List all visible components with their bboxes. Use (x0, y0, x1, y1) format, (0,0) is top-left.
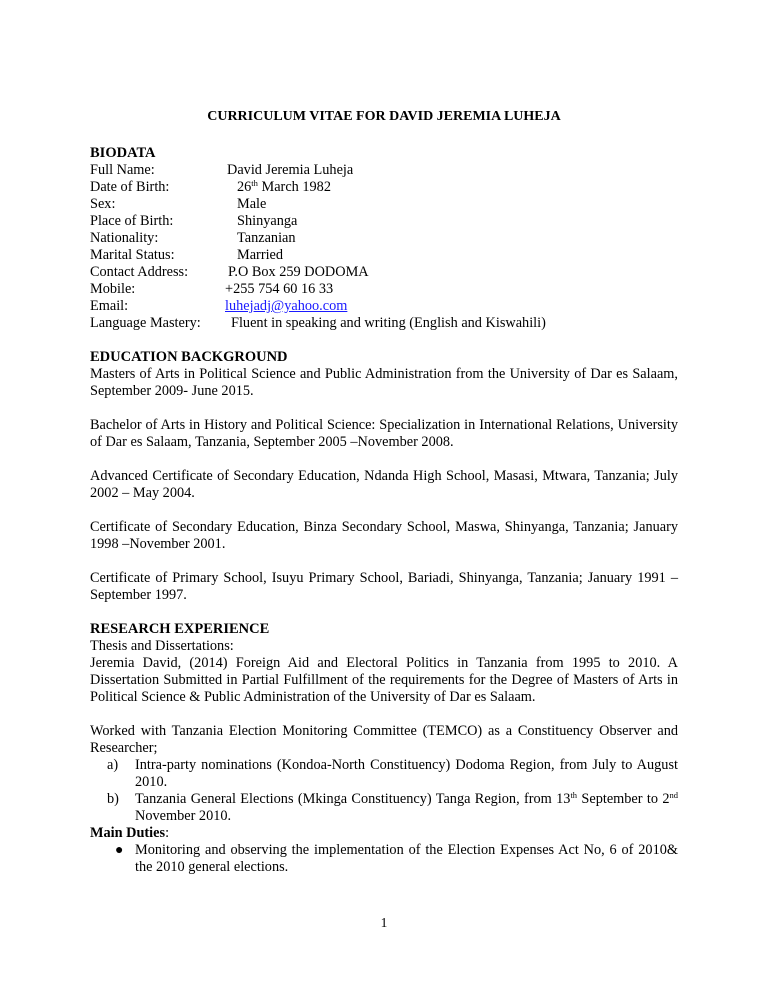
pob-row (90, 213, 678, 230)
education-item: Advanced Certificate of Secondary Education, Ndanda High School, Masasi, Mtwara, Tanzania; July 2002 – May 2004. (90, 468, 678, 501)
pob-value: Shinyanga (237, 213, 298, 229)
address-label: Contact Address: (90, 264, 189, 280)
full-name-label: Full Name: (90, 162, 155, 178)
list-item: a) Intra-party nominations (Kondoa-North Constituency) Dodoma Region, from July to August 2010. (107, 757, 678, 790)
address-value: P.O Box 259 DODOMA (228, 264, 369, 280)
marital-row (90, 247, 678, 264)
language-value: Fluent in speaking and writing (English and Kiswahili) (231, 315, 546, 331)
education-item: Masters of Arts in Political Science and Public Administration from the University of Dar es Salaam, September 2009- June 2015. (90, 366, 678, 399)
bullet-icon: ● (115, 843, 124, 858)
sex-value: Male (237, 196, 267, 212)
research-subheading: Thesis and Dissertations: (90, 638, 234, 654)
list-item: b) Tanzania General Elections (Mkinga Constituency) Tanga Region, from 13th September to 2nd November 2010. (107, 790, 678, 824)
list-marker: b) (107, 791, 119, 807)
biodata-heading: BIODATA (90, 145, 156, 161)
education-item: Bachelor of Arts in History and Political Science: Specialization in International Relations, University of Dar es Salaam, Tanzania, September 2005 –November 2008. (90, 417, 678, 450)
full-name-value: David Jeremia Luheja (227, 162, 354, 178)
mobile-value: +255 754 60 16 33 (225, 281, 334, 297)
language-label: Language Mastery: (90, 315, 201, 331)
pob-label: Place of Birth: (90, 213, 174, 229)
page-number: 1 (380, 915, 388, 930)
email-link[interactable]: luhejadj@yahoo.com (225, 298, 348, 314)
document-title: CURRICULUM VITAE FOR DAVID JEREMIA LUHEJA (207, 109, 561, 124)
mobile-label: Mobile: (90, 281, 136, 297)
mobile-row (90, 281, 678, 298)
education-heading: EDUCATION BACKGROUND (90, 349, 288, 365)
marital-label: Marital Status: (90, 247, 175, 263)
sex-row (90, 196, 678, 213)
research-heading: RESEARCH EXPERIENCE (90, 621, 270, 637)
email-row (90, 298, 678, 315)
full-name-row (90, 162, 678, 179)
education-item: Certificate of Primary School, Isuyu Primary School, Bariadi, Shinyanga, Tanzania; January 1991 – September 1997. (90, 570, 678, 603)
dob-value: 26th March 1982 (237, 178, 331, 195)
thesis-entry: Jeremia David, (2014) Foreign Aid and Electoral Politics in Tanzania from 1995 to 2010. A Dissertation Submitted in Partial Fulfillment of the requirements for the Degree of Masters of Arts in Political Science & Public Administration of the University of Dar es Salaam. (90, 655, 678, 705)
address-row (90, 264, 678, 281)
dob-row (90, 179, 678, 196)
list-item: ● Monitoring and observing the implementation of the Election Expenses Act No, 6 of 2010& the 2010 general elections. (115, 842, 678, 875)
nationality-row (90, 230, 678, 247)
nationality-value: Tanzanian (237, 230, 296, 246)
nationality-label: Nationality: (90, 230, 159, 246)
document-body (90, 145, 678, 876)
email-label: Email: (90, 298, 129, 314)
marital-value: Married (237, 247, 284, 263)
observer-assignments-list (90, 757, 678, 825)
main-duties-label: Main Duties: (90, 825, 170, 841)
language-row (90, 315, 678, 332)
duties-list (90, 842, 678, 876)
dob-label: Date of Birth: (90, 179, 170, 195)
list-marker: a) (107, 757, 119, 773)
sex-label: Sex: (90, 196, 116, 212)
temco-paragraph: Worked with Tanzania Election Monitoring Committee (TEMCO) as a Constituency Observer and Researcher; (90, 723, 678, 756)
education-item: Certificate of Secondary Education, Binza Secondary School, Maswa, Shinyanga, Tanzania; January 1998 –November 2001. (90, 519, 678, 552)
